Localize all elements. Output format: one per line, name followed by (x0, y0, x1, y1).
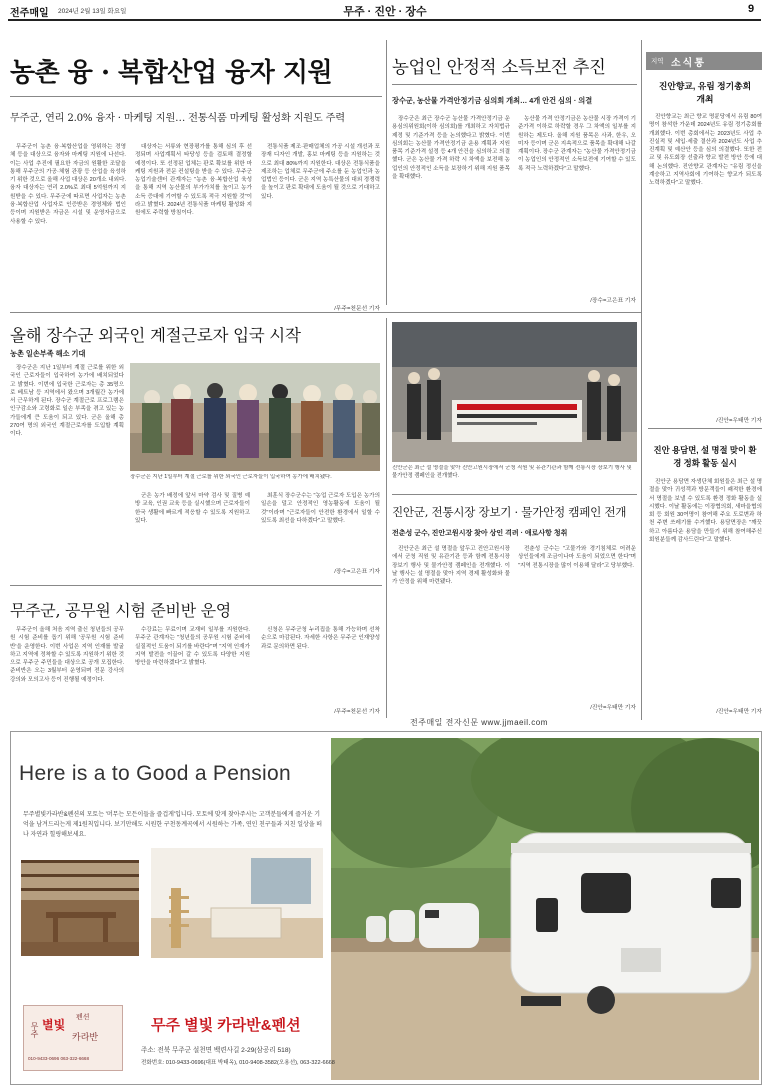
article-1-title: 농촌 융 · 복합산업 융자 지원 (10, 58, 333, 88)
article-5-title: 무주군, 공무원 시험 준비반 운영 (10, 601, 231, 620)
issue-date: 2024년 2월 13일 화요일 (58, 8, 127, 15)
article-4-title: 진안군, 전통시장 장보기 · 물가안정 캠페인 전개 (392, 505, 627, 519)
sidebar-item-2-byline: /진안=우태만 기자 (716, 709, 762, 715)
farm-workers-photo (130, 363, 380, 471)
article-1-column-3: 전통식품 제조·판매업체의 가공 시설 개선과 포장재 디자인 개발, 홍보 마케팅 등을 지원하는 것으로 최대 80%까지 지원한다. 대상은 전통식품을 제조하는 업체로 무주군에 주소를 둔 농업인과 농업법인 등이다. 군은 지역 농특산물의 대외 경쟁력을 높이고 판로 확대에 도움이 될 것으로 기대하고 있다. (261, 144, 380, 200)
caravan-photo (331, 738, 759, 1080)
logo-word-1: 무주 (30, 1022, 39, 1038)
sidebar-header-tag: 지역 (651, 58, 664, 65)
sidebar-item-2-title: 진안 용담면, 설 명절 맞이 환경 정화 활동 실시 (653, 445, 757, 468)
article-1-column-2: 대상자는 서류와 현장평가를 통해 심의 후 선정되며 사업계획서 타당성 등을 검토해 결정할 예정이다. 또 선정된 업체는 판로 확보를 위한 마케팅 지원과 전문 컨설팅을 받을 수 있다. 무주군 농업기술센터 관계자는 "농촌 융·복합산업 육성을 통해 지역 농산물의 부가가치를 높이고 농가 소득 증대에 기여할 수 있도록 적극 지원할 것"이라고 밝혔다. 2024년 전통식품 마케팅 활성화 지원에도 주력할 방침이다. (135, 144, 252, 217)
room-photo (151, 848, 323, 958)
article-3-caption: 장수군은 지난 1일부터 계절 근로를 위한 외국인 근로자들이 입국하여 농가에 배치됐다. (130, 474, 332, 480)
logo-phone: 010-9433-0696 063-322-6668 (28, 1056, 90, 1061)
article-1-column-1: 무주군이 농촌 융·복합산업을 영위하는 경영체 등을 대상으로 융자와 마케팅 지원에 나선다. 이는 사업 추진에 필요한 자금의 원활한 조달을 통해 무주군의 가공·체험 관광 등 산업을 육성하기 위한 것으로 올해 사업 대상은 20개소 내외다. 융자 대상자는 연리 2.0%로 최대 5억원까지 지원받을 수 있다. 무주군에 따르면 사업자는 농촌 융·복합산업 사업자로 인증받은 경영체와 법인 등이며 지원받은 자금은 시설 및 운영자금으로 사용할 수 있다. (10, 144, 126, 225)
article-2-column-1: 장수군은 최근 장수군 농산물 가격안정기금 운용심의위원회(이하 심의회)를 개최하고 자치법규 제정 및 기준가격 등을 논의했다고 밝혔다. 이번 심의회는 농산물 가격안정기금 운용 계획과 지원 품목 기준가격 설정 등 4개 안건을 심의하고 의결했다. 군은 농산물 가격 하락 시 차액을 보전해 농업인의 안정적인 소득을 보장하기 위해 지원 품목을 확대했다. (392, 116, 510, 181)
masthead (0, 0, 769, 22)
article-4-subtitle: 전춘성 군수, 진안고원시장 찾아 상인 격려 · 애로사항 청취 (392, 530, 568, 537)
pension-logo (23, 1005, 123, 1071)
ad-intro: 무주별빛카라반&펜션의 모토는 '머무는 모든이들을 즐겁게'입니다. 모토에 맞게 찾아주시는 고객분들에게 즐거운 기억을 남겨드리는게 제1원칙입니다. 보기만해도 시원한 구천동계곡에서 시원하는 가족, 연인 친구들과 지친 일상을 떠나 자연과 힐링해보세요. (23, 812, 323, 838)
article-2-byline: /장수=고은표 기자 (590, 298, 636, 304)
pension-name: 무주 별빛 카라반&펜션 (151, 1017, 301, 1034)
article-2-column-2: 농산물 가격 안정기금은 농산물 시장 가격이 기준가격 이하로 하락할 경우 그 차액의 일부를 지원하는 제도다. 올해 지원 품목은 사과, 한우, 오미자 등이며 군은 지속적으로 품목을 확대해 나갈 계획이다. 장수군 관계자는 "농산물 가격안정기금이 농업인의 안정적인 소득보전에 기여할 수 있도록 적극 노력하겠다"고 말했다. (518, 116, 636, 172)
pension-address: 주소: 전북 무주군 설천면 백련사길 2-29(삼공리 518) (141, 1047, 291, 1054)
divider (10, 585, 382, 586)
article-5-column-3: 신청은 무주군청 누리집을 통해 가능하며 선착순으로 마감된다. 자세한 사항은 무주군 인재양성과로 문의하면 된다. (261, 627, 380, 650)
ad-frame (10, 731, 762, 1085)
sidebar-header-title: 소식통 (671, 58, 706, 69)
article-1-subtitle: 무주군, 연리 2.0% 융자 · 마케팅 지원… 전통식품 마케팅 활성화 지원도 주력 (10, 113, 345, 124)
divider (386, 318, 387, 718)
sidebar-item-1-title: 진안향교, 유림 정기총회 개최 (658, 81, 752, 104)
divider (10, 96, 382, 97)
article-4-column-1: 진안군은 최근 설 명절을 앞두고 진안고원시장에서 군청 직원 및 유관기관 등과 함께 전통시장 장보기 행사 및 물가안정 캠페인을 전개했다. 이날 행사는 설 명절을 맞아 지역 경제 활성화와 물가 안정을 위해 마련됐다. (392, 546, 510, 586)
article-3-column-1: 장수군은 지난 1일부터 계절 근로를 위한 외국인 근로자들이 입국하여 농가에 배치되었다고 밝혔다. 이번에 입국한 근로자는 총 35명으로 베트남 등 지역에서 왔으며 3개월간 농가에서 근무하게 된다. 장수군 계절근로 프로그램은 인구감소와 고령화로 일손 부족을 겪고 있는 농가들에게 큰 도움이 되고 있다. 군은 올해 총 270여 명의 외국인 계절근로자를 도입할 계획이다. (10, 365, 124, 438)
article-3-column-3: 최훈식 장수군수는 "농업 근로자 도입은 농가의 일손을 덜고 안정적인 영농활동에 도움이 될 것"이라며 "근로자들이 안전한 환경에서 일할 수 있도록 최선을 다하겠다"고 말했다. (261, 493, 380, 524)
divider (386, 40, 387, 305)
article-1-byline: /무주=천문선 기자 (334, 306, 380, 312)
masthead-rule (8, 19, 761, 21)
article-3-column-2: 군은 농가 배정에 앞서 마약 검사 및 질병 예방 교육, 인권 교육 등을 실시했으며 근로자들이 한국 생활에 빠르게 적응할 수 있도록 지원하고 있다. (135, 493, 250, 524)
deck-photo (21, 860, 139, 956)
paper-name: 전주매일 (10, 8, 49, 19)
logo-word-4: 펜션 (76, 1014, 90, 1021)
page-number: 9 (748, 3, 755, 15)
article-5-byline: /무주=천문선 기자 (334, 709, 380, 715)
sidebar-item-1-text: 진안향교는 최근 향교 명륜당에서 유림 80여명이 참석한 가운데 2024년도 유림 정기총회를 개최했다. 이번 총회에서는 2023년도 사업 추진실적 및 세입·세출 결산과 2024년도 사업 추진계획 및 예산안 등을 심의 의결했다. 또한 전교 및 유도회장 선출과 향교 발전 방안 등에 대해 논의했다. 진안향교 관계자는 "유림 정신을 계승하고 지역사회에 기여하는 향교가 되도록 노력하겠다"고 말했다. (649, 114, 762, 187)
sidebar-item-1-byline: /진안=우태만 기자 (716, 418, 762, 424)
article-2-subtitle: 장수군, 농산물 가격안정기금 심의회 개최… 4개 안건 심의 · 의결 (392, 96, 593, 105)
divider (392, 494, 637, 495)
divider (392, 84, 637, 85)
market-campaign-photo (392, 322, 637, 462)
article-4-caption: 진안군은 최근 설 명절을 맞아 진안고원시장에서 군청 직원 및 유관기관과 함께 전통시장 장보기 행사 및 물가안정 캠페인을 전개했다. (392, 465, 632, 479)
article-3-byline: /장수=고은표 기자 (334, 569, 380, 575)
article-5-column-1: 무주군이 올해 처음 지역 출신 청년들의 공무원 시험 준비를 돕기 위해 '공무원 시험 준비반'을 운영한다. 이번 사업은 지역 인재를 발굴하고 지역에 정착할 수 있도록 지원하기 위한 것으로 무주군 주민들을 대상으로 공개 모집한다. 준비반은 오는 3월부터 운영되며 전문 강사의 강의와 모의고사 등이 진행될 예정이다. (10, 627, 124, 683)
article-3-kicker: 농촌 일손부족 해소 기대 (10, 349, 86, 358)
article-4-byline: /진안=우태만 기자 (590, 705, 636, 711)
pension-phone: 전화번호: 010-9433-0696(대표 박태옥), 010-9408-3582(오용선), 063-322-6668 (141, 1060, 335, 1066)
section-name: 무주 · 진안 · 장수 (343, 6, 427, 18)
website-footer (392, 715, 637, 731)
article-2-title: 농업인 안정적 소득보전 추진 (392, 58, 606, 78)
sidebar-item-2-text: 진안군 용담면 자생단체 회원들은 최근 설 명절을 맞아 귀성객과 방문객들이 쾌적한 환경에서 명절을 보낼 수 있도록 환경 정화 활동을 실시했다. 이날 활동에는 이장협의회, 새마을협의회 등 회원 30여명이 참여해 주요 도로변과 하천 주변 쓰레기를 수거했다. 용담면장은 "깨끗하고 아름다운 용담을 만들기 위해 참여해주신 회원분들께 감사드린다"고 말했다. (649, 479, 762, 544)
logo-word-3: 카라반 (72, 1032, 99, 1042)
article-4-column-2: 전춘성 군수는 "고물가와 경기침체로 어려운 상인들에게 조금이나마 도움이 되었으면 한다"며 "지역 전통시장을 많이 이용해 달라"고 당부했다. (518, 546, 636, 569)
article-5-column-2: 수강료는 무료이며 교재비 일부를 지원한다. 무주군 관계자는 "청년들의 공무원 시험 준비에 실질적인 도움이 되기를 바란다"며 "지역 인재가 지역 발전을 이끌어 갈 수 있도록 다양한 지원 방안을 마련하겠다"고 밝혔다. (135, 627, 250, 667)
divider (641, 40, 642, 720)
ad-headline: Here is a to Good a Pension (19, 762, 291, 785)
article-3-title: 올해 장수군 외국인 계절근로자 입국 시작 (10, 326, 301, 345)
sidebar-header (646, 52, 762, 70)
divider (648, 428, 762, 429)
logo-word-2: 별빛 (42, 1018, 66, 1032)
website-text: 전주매일 전자신문 www.jjmaeil.com (410, 718, 548, 727)
divider (10, 312, 641, 313)
